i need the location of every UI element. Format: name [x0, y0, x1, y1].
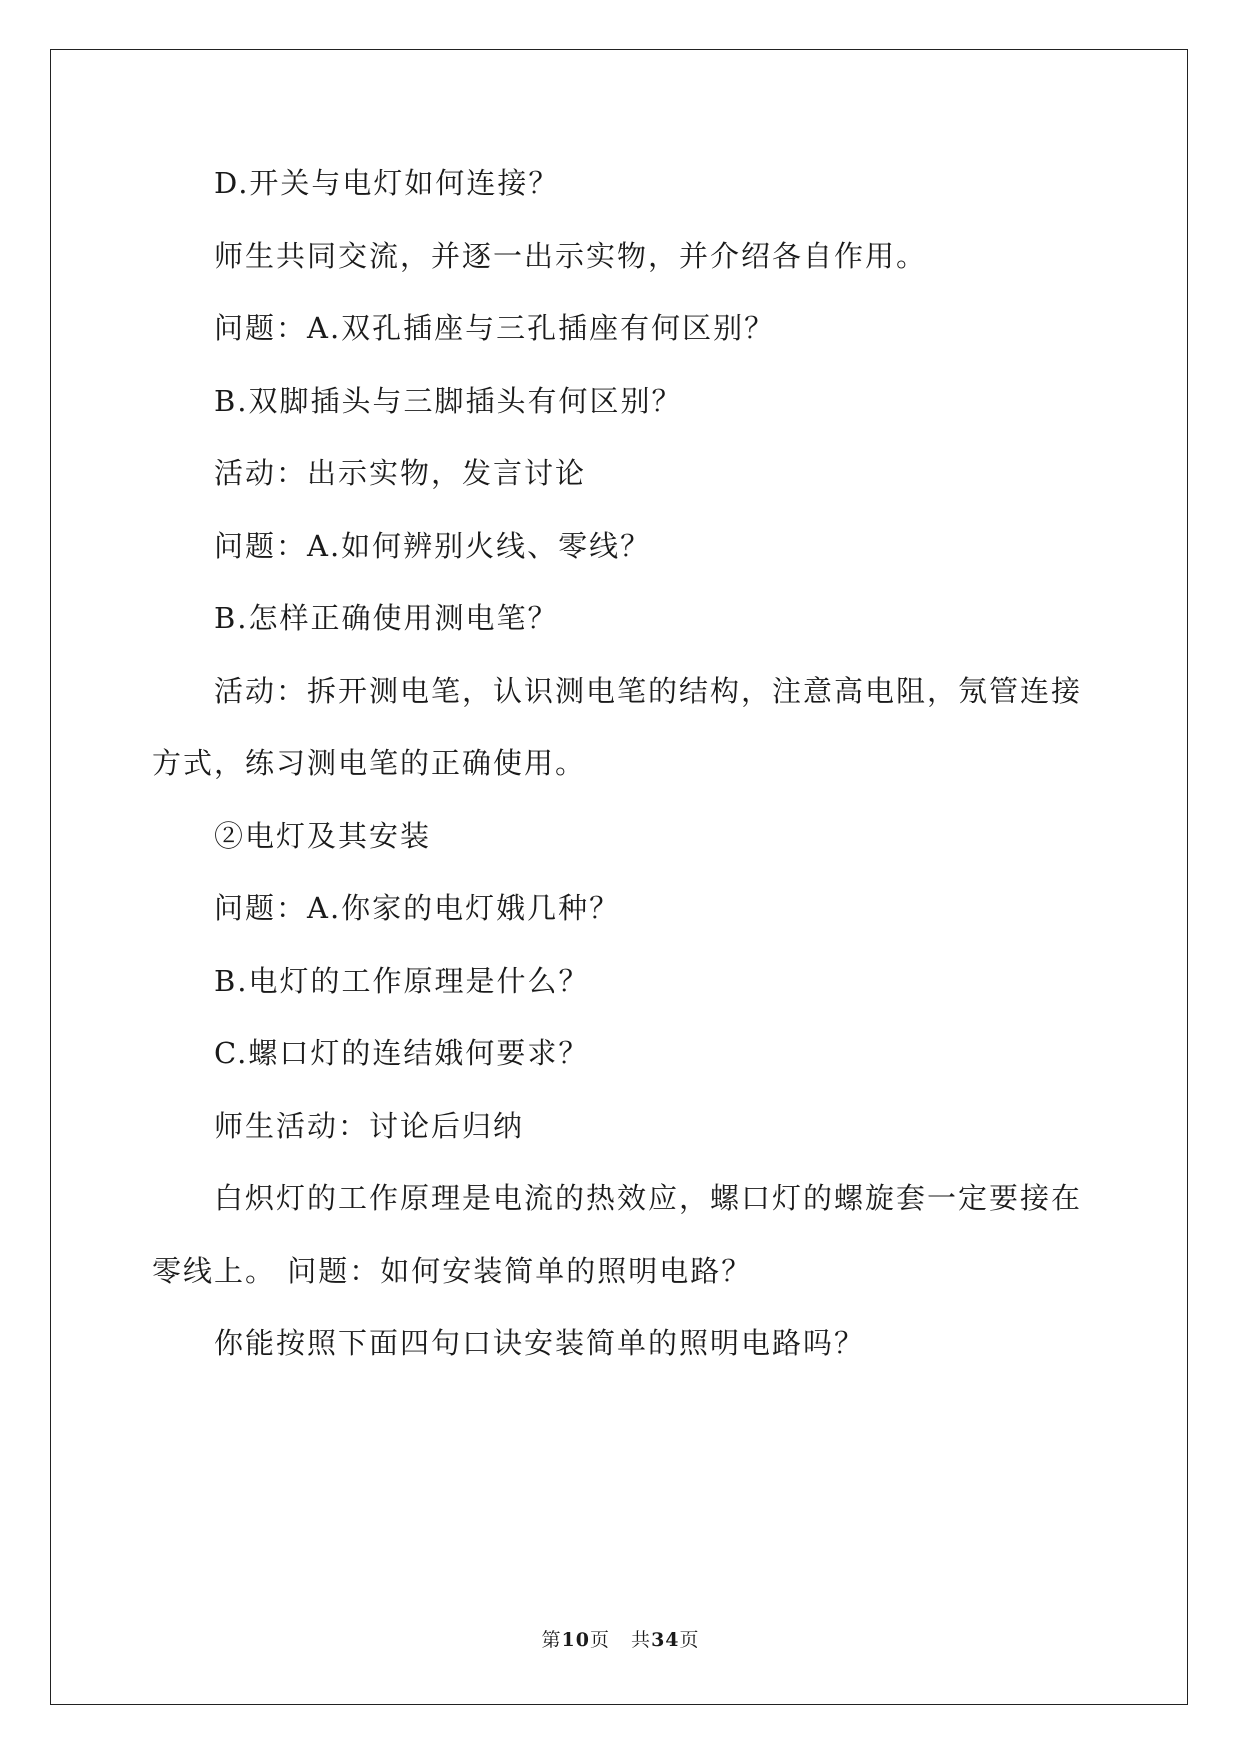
paragraph-line: 活动：出示实物，发言讨论	[214, 456, 587, 490]
paragraph-line: D.开关与电灯如何连接？	[214, 166, 560, 200]
paragraph-line: 问题：A.双孔插座与三孔插座有何区别？	[214, 311, 776, 345]
section-heading: ②电灯及其安装	[214, 819, 432, 853]
paragraph-line: B.双脚插头与三脚插头有何区别？	[214, 384, 683, 418]
paragraph-line: 活动：拆开测电笔，认识测电笔的结构，注意高电阻，氖管连接	[214, 674, 1083, 708]
paragraph-line: 你能按照下面四句口诀安装简单的照明电路吗？	[214, 1326, 866, 1360]
paragraph-line: B.怎样正确使用测电笔？	[214, 601, 559, 635]
total-page-count: 34	[651, 1629, 680, 1651]
paragraph-line: 问题：A.如何辨别火线、零线？	[214, 529, 652, 563]
paragraph-line: C.螺口灯的连结娥何要求？	[214, 1036, 590, 1070]
paragraph-line: 师生共同交流，并逐一出示实物，并介绍各自作用。	[214, 239, 928, 273]
page-footer	[0, 1628, 1241, 1652]
footer-prefix: 第	[541, 1629, 562, 1651]
paragraph-line: 师生活动：讨论后归纳	[214, 1109, 525, 1143]
current-page-number: 10	[561, 1629, 590, 1651]
paragraph-line: 零线上。 问题：如何安装简单的照明电路？	[152, 1254, 753, 1288]
paragraph-line: 问题：A.你家的电灯娥几种？	[214, 891, 621, 925]
footer-suffix: 页	[679, 1629, 700, 1651]
paragraph-line: B.电灯的工作原理是什么？	[214, 964, 590, 998]
paragraph-line: 方式，练习测电笔的正确使用。	[152, 746, 587, 780]
footer-mid: 页 共	[589, 1629, 652, 1651]
paragraph-line: 白炽灯的工作原理是电流的热效应，螺口灯的螺旋套一定要接在	[214, 1181, 1083, 1215]
document-body	[152, 165, 1092, 1361]
